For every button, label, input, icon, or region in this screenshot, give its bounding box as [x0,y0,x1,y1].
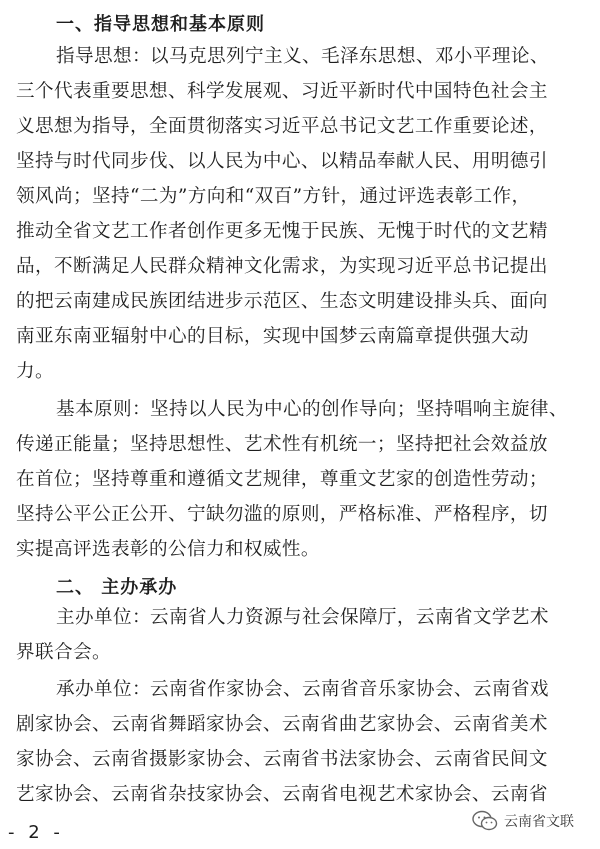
host-unit-lead: 主办单位： [56,607,151,628]
wechat-icon [472,810,498,832]
wechat-watermark [472,808,574,834]
paragraph-line: 南亚东南亚辐射中心的目标，实现中国梦云南篇章提供强大动 [16,326,529,347]
paragraph-line: 领风尚；坚持“二为”方向和“双百”方针，通过评选表彰工作， [16,186,531,207]
basic-principles-lead: 基本原则： [56,399,151,420]
paragraph-line: 剧家协会、云南省舞蹈家协会、云南省曲艺家协会、云南省美术 [16,714,548,735]
paragraph-line: 坚持公平公正公开、宁缺勿滥的原则，严格标准、严格程序，切 [16,504,548,525]
paragraph-line: 的把云南建成民族团结进步示范区、生态文明建设排头兵、面向 [16,291,548,312]
paragraph-line: 艺家协会、云南省杂技家协会、云南省电视艺术家协会、云南省 [16,784,548,805]
section-heading-1: 一、指导思想和基本原则 [56,14,265,35]
paragraph-line: 三个代表重要思想、科学发展观、习近平新时代中国特色社会主 [16,81,548,102]
paragraph-line: 在首位；坚持尊重和遵循文艺规律，尊重文艺家的创造性劳动； [16,469,548,490]
page-number: - 2 - [8,822,64,843]
guiding-thought-lead: 指导思想： [56,46,151,67]
paragraph-line: 以马克思列宁主义、毛泽东思想、邓小平理论、 [150,46,549,67]
paragraph-line: 界联合会。 [16,642,111,663]
paragraph-line: 推动全省文艺工作者创作更多无愧于民族、无愧于时代的文艺精 [16,221,548,242]
watermark-text: 云南省文联 [504,814,574,830]
paragraph-line: 品，不断满足人民群众精神文化需求，为实现习近平总书记提出 [16,256,548,277]
paragraph-line: 义思想为指导，全面贯彻落实习近平总书记文艺工作重要论述， [16,116,548,137]
paragraph-line: 家协会、云南省摄影家协会、云南省书法家协会、云南省民间文 [16,749,548,770]
organizer-unit-lead: 承办单位： [56,679,151,700]
paragraph-line: 坚持以人民为中心的创作导向；坚持唱响主旋律、 [150,399,568,420]
paragraph-line: 力。 [16,361,54,382]
paragraph-line: 传递正能量；坚持思想性、艺术性有机统一；坚持把社会效益放 [16,434,548,455]
paragraph-line: 云南省作家协会、云南省音乐家协会、云南省戏 [150,679,549,700]
section-heading-2: 二、 主办承办 [56,577,178,598]
paragraph-line: 实提高评选表彰的公信力和权威性。 [16,539,320,560]
paragraph-line: 坚持与时代同步伐、以人民为中心、以精品奉献人民、用明德引 [16,151,548,172]
paragraph-line: 云南省人力资源与社会保障厅，云南省文学艺术 [150,607,549,628]
